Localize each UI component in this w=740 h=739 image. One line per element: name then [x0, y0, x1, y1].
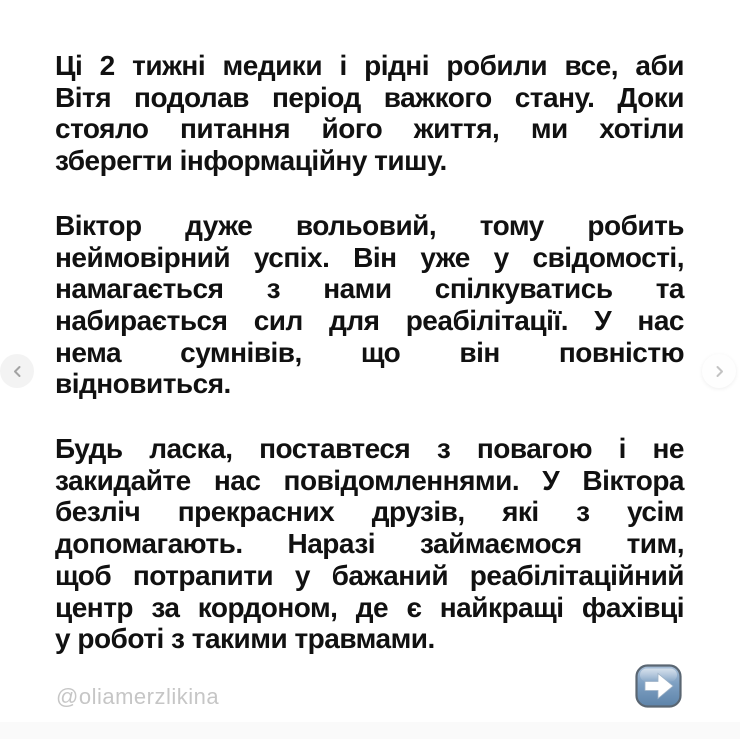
text-line: нема сумнівів, що він повністю	[55, 336, 684, 368]
text-line: безліч прекрасних друзів, які з усім	[55, 496, 684, 528]
text-line: стояло питання його життя, ми хотіли	[55, 113, 684, 145]
bottom-edge-strip	[0, 722, 740, 739]
next-arrow-button[interactable]	[635, 664, 682, 708]
watermark-username: @oliamerzlikina	[56, 684, 220, 709]
chevron-right-icon	[713, 365, 726, 378]
text-line: Віктор дуже вольовий, тому робить	[55, 209, 684, 241]
chevron-left-icon	[11, 365, 24, 378]
text-line: Ці 2 тижні медики і рідні робили все, аби	[55, 50, 684, 81]
arrow-right-emoji-icon	[635, 664, 682, 708]
text-line: зберегти інформаційну тишу.	[55, 145, 447, 177]
text-line: неймовірний успіх. Він уже у свідомості,	[55, 241, 684, 273]
text-line: закидайте нас повідомленнями. У Віктора	[55, 464, 684, 496]
paragraph	[55, 433, 684, 655]
text-line: набирається сил для реабілітації. У нас	[55, 304, 684, 336]
text-line: намагається з нами спілкуватись та	[55, 273, 684, 305]
paragraph	[55, 50, 684, 177]
text-line: центр за кордоном, де є найкращі фахівці	[55, 591, 684, 623]
text-line: у роботі з такими травмами.	[55, 623, 435, 655]
carousel-prev-button[interactable]	[0, 354, 34, 388]
text-line: відновиться.	[55, 368, 231, 400]
text-block	[55, 50, 684, 655]
text-line: Будь ласка, поставтеся з повагою і не	[55, 433, 684, 465]
text-line: Вітя подолав період важкого стану. Доки	[55, 81, 684, 113]
carousel-next-button[interactable]	[702, 354, 736, 388]
paragraph	[55, 210, 684, 400]
text-line: щоб потрапити у бажаний реабілітаційний	[55, 559, 684, 591]
text-line: допомагають. Наразі займаємося тим,	[55, 528, 684, 560]
